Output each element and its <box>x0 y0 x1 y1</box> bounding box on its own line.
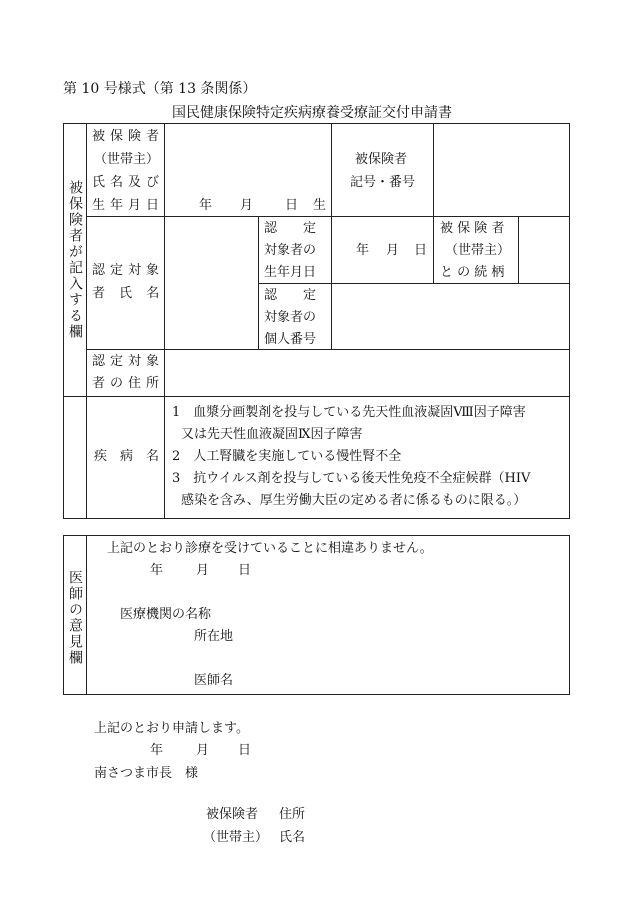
insured-name-label-line1: 被保険者 <box>92 129 165 144</box>
cert-id-label-line2: 対象者の <box>264 310 317 325</box>
cert-address-label-line1: 認定対象 <box>92 354 165 369</box>
disease-item-1: 1 血漿分画製剤を投与している先天性血液凝固Ⅷ因子障害 <box>172 405 526 420</box>
applicant-name-label: 氏名 <box>279 830 306 845</box>
institution-name-label: 医療機関の名称 <box>120 607 212 622</box>
doctor-date-day: 日 <box>238 563 252 578</box>
application-date-year: 年 <box>150 743 164 758</box>
cert-id-field[interactable] <box>332 284 569 349</box>
disease-item-1-cont: 又は先天性血液凝固Ⅸ因子障害 <box>181 427 363 442</box>
insured-section-side-label: 被保険者が記入する欄 <box>67 180 83 340</box>
cert-birth-month: 月 <box>386 243 400 258</box>
insured-name-field[interactable] <box>165 124 330 194</box>
doctor-date-month: 月 <box>196 563 210 578</box>
relation-label-line3: と の 続 柄 <box>440 265 505 280</box>
relation-label-line2: （世帯主） <box>445 243 511 258</box>
cert-birth-year: 年 <box>356 243 370 258</box>
cert-name-label-line1: 認定対象 <box>92 263 165 278</box>
cert-name-field[interactable] <box>165 217 257 349</box>
doctor-name-label: 医師名 <box>194 673 234 688</box>
doctor-statement: 上記のとおり診療を受けていることに相違ありません。 <box>107 541 433 556</box>
disease-item-2: 2 人工腎臓を実施している慢性腎不全 <box>172 449 402 464</box>
form-number: 第 10 号様式（第 13 条関係） <box>63 81 257 97</box>
application-date-month: 月 <box>196 743 210 758</box>
cert-birth-label-line1: 認 定 <box>264 221 317 236</box>
disease-item-3: 3 抗ウイルス剤を投与している後天性免疫不全症候群（HIV <box>172 471 531 486</box>
birth-day-label: 日 <box>285 198 299 213</box>
doctor-section-side-label: 医師の意見欄 <box>67 570 83 666</box>
application-text: 上記のとおり申請します。 <box>94 721 249 736</box>
insured-number-label-line1: 被保険者 <box>355 152 408 167</box>
relation-label-line1: 被 保 険 者 <box>440 221 505 236</box>
cert-address-field[interactable] <box>165 350 569 396</box>
application-date-day: 日 <box>238 743 252 758</box>
disease-item-3-cont: 感染を含み、厚生労働大臣の定める者に係るものに限る。） <box>181 493 527 508</box>
birth-born-label: 生 <box>313 198 327 213</box>
cert-id-label-line1: 認 定 <box>264 288 317 303</box>
insured-name-label-line3: 氏名及び <box>92 175 165 190</box>
cert-birth-label-line3: 生年月日 <box>264 265 317 280</box>
disease-label: 疾 病 名 <box>94 449 160 464</box>
insured-name-label-line2: （世帯主） <box>94 152 160 167</box>
applicant-label: 被保険者 <box>206 807 259 822</box>
cert-address-label-line2: 者の住所 <box>92 376 165 391</box>
cert-id-label-line3: 個人番号 <box>264 332 317 347</box>
birth-year-label: 年 <box>199 198 213 213</box>
form-title: 国民健康保険特定疾病療養受療証交付申請書 <box>172 105 452 121</box>
insured-number-label-line2: 記号・番号 <box>350 175 416 190</box>
insured-number-field[interactable] <box>434 124 569 216</box>
institution-location-label: 所在地 <box>194 629 234 644</box>
relation-field[interactable] <box>519 217 569 283</box>
applicant-address-label: 住所 <box>279 807 306 822</box>
birth-month-label: 月 <box>240 198 254 213</box>
doctor-date-year: 年 <box>150 563 164 578</box>
householder-label: （世帯主） <box>203 830 269 845</box>
insured-name-label-line4: 生年月日 <box>92 198 165 213</box>
cert-name-label-line2: 者 氏 名 <box>92 286 165 301</box>
addressee: 南さつま市長 様 <box>94 766 199 781</box>
cert-birth-label-line2: 対象者の <box>264 243 317 258</box>
cert-birth-day: 日 <box>414 243 428 258</box>
